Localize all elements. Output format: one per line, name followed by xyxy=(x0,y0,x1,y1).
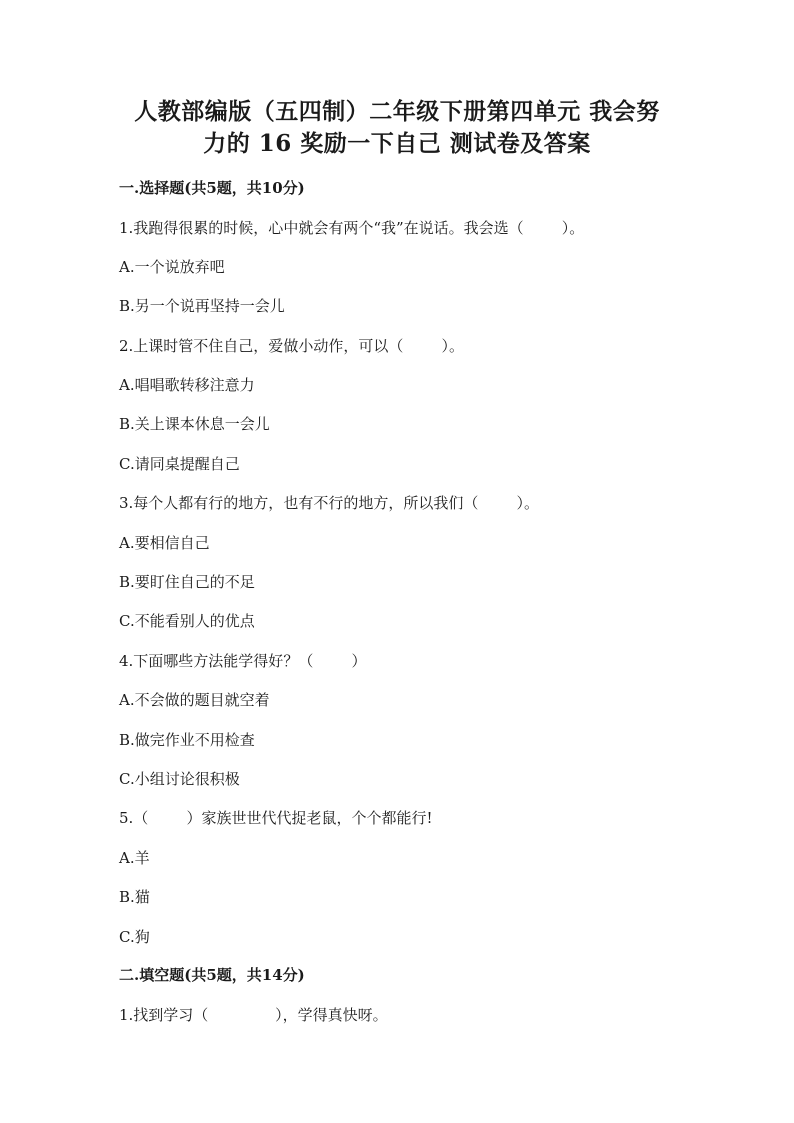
question-5-option-a: A.羊 xyxy=(119,849,150,867)
fill-question-1-stem: 1.找到学习（ ），学得真快呀。 xyxy=(119,1006,388,1024)
question-3-option-b: B.要盯住自己的不足 xyxy=(119,573,255,591)
question-3-option-a: A.要相信自己 xyxy=(119,534,210,552)
question-5-option-c: C.狗 xyxy=(119,928,150,946)
question-5-stem: 5.（ ）家族世世代代捉老鼠，个个都能行! xyxy=(119,809,433,827)
question-4-option-a: A.不会做的题目就空着 xyxy=(119,691,270,709)
question-2-option-c: C.请同桌提醒自己 xyxy=(119,455,240,473)
question-3-stem: 3.每个人都有行的地方，也有不行的地方，所以我们（ ）。 xyxy=(119,494,539,512)
question-4-option-c: C.小组讨论很积极 xyxy=(119,770,240,788)
question-1-option-b: B.另一个说再坚持一会儿 xyxy=(119,297,285,315)
question-3-option-c: C.不能看别人的优点 xyxy=(119,612,255,630)
section-heading-fill-in-blank: 二.填空题(共5题，共14分) xyxy=(119,966,305,984)
document-title-line-2: 力的 16 奖励一下自己 测试卷及答案 xyxy=(203,130,591,157)
question-5-option-b: B.猫 xyxy=(119,888,150,906)
question-4-option-b: B.做完作业不用检查 xyxy=(119,731,255,749)
question-4-stem: 4.下面哪些方法能学得好？（ ） xyxy=(119,652,367,670)
section-heading-multiple-choice: 一.选择题(共5题，共10分) xyxy=(119,179,305,197)
question-2-option-b: B.关上课本休息一会儿 xyxy=(119,415,270,433)
document-title-line-1: 人教部编版（五四制）二年级下册第四单元 我会努 xyxy=(134,98,660,125)
question-2-stem: 2.上课时管不住自己，爱做小动作，可以（ ）。 xyxy=(119,337,464,355)
question-2-option-a: A.唱唱歌转移注意力 xyxy=(119,376,255,394)
question-1-option-a: A.一个说放弃吧 xyxy=(119,258,225,276)
question-1-stem: 1.我跑得很累的时候，心中就会有两个“我”在说话。我会选（ ）。 xyxy=(119,219,585,237)
